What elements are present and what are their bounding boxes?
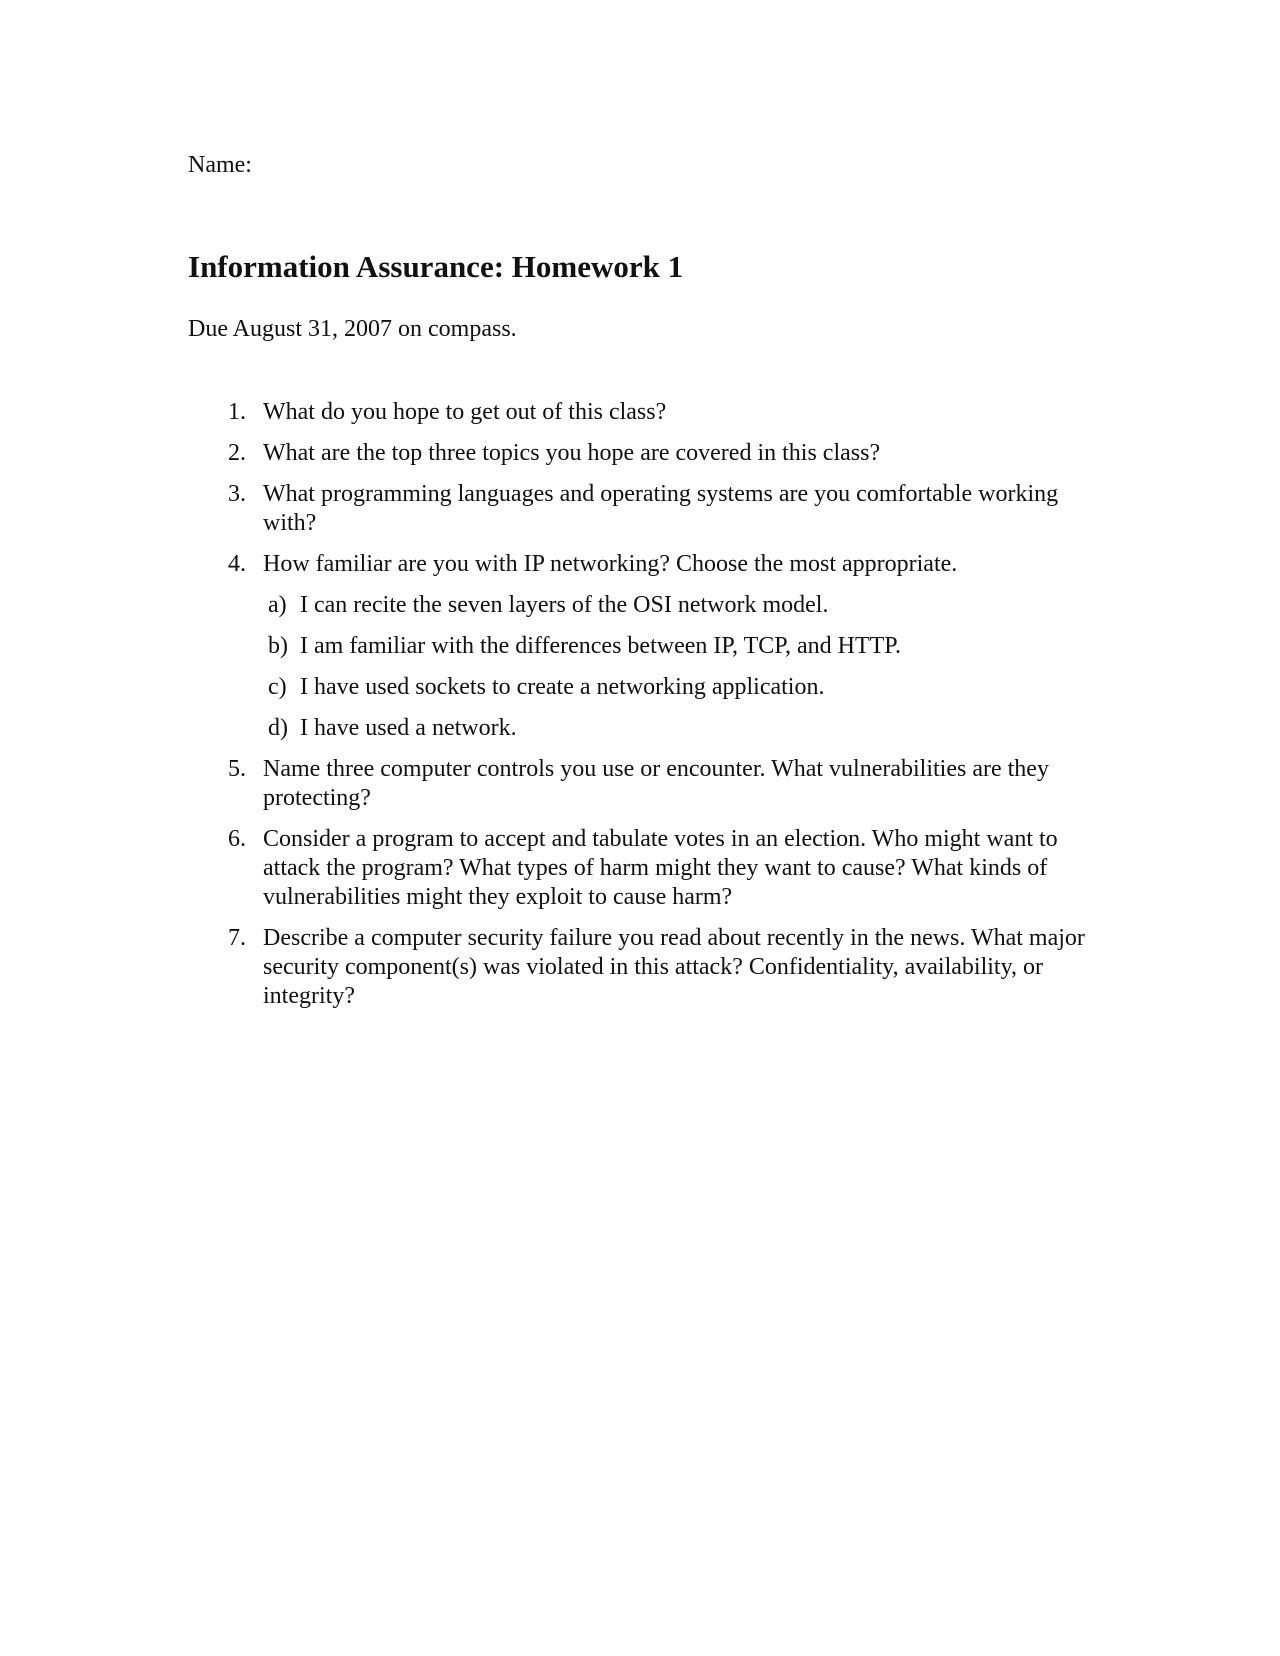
answer-option-a [263,591,1088,620]
option-letter: b) [268,633,288,659]
answer-option-b [263,632,1088,661]
question-3 [228,480,1088,538]
answer-options [263,591,1088,743]
question-number: 2. [228,440,246,466]
answer-option-c [263,673,1088,702]
question-text: What are the top three topics you hope are covered in this class? [263,440,881,466]
question-list [228,398,1088,1023]
option-text: I can recite the seven layers of the OSI network model. [300,592,829,618]
question-number: 3. [228,481,246,507]
question-4 [228,550,1088,743]
option-letter: d) [268,715,288,741]
option-text: I have used a network. [300,715,517,741]
question-7 [228,924,1088,1011]
question-text: Consider a program to accept and tabulate votes in an election. Who might want to attack the program? What types of harm might they want to cause? What kinds of vulnerabilities might they exploit to cause harm? [263,826,1058,910]
option-letter: a) [268,592,287,618]
question-1 [228,398,1088,427]
option-text: I am familiar with the differences between IP, TCP, and HTTP. [300,633,901,659]
question-number: 4. [228,551,246,577]
question-number: 1. [228,399,246,425]
document-title: Information Assurance: Homework 1 [188,249,684,284]
due-date-line: Due August 31, 2007 on compass. [188,316,517,342]
option-text: I have used sockets to create a networking application. [300,674,825,700]
question-number: 5. [228,756,246,782]
question-6 [228,825,1088,912]
question-number: 7. [228,925,246,951]
question-number: 6. [228,826,246,852]
question-text: How familiar are you with IP networking? Choose the most appropriate. [263,551,958,577]
question-5 [228,755,1088,813]
answer-option-d [263,714,1088,743]
question-text: Name three computer controls you use or encounter. What vulnerabilities are they protecting? [263,756,1049,811]
name-label: Name: [188,152,252,178]
option-letter: c) [268,674,287,700]
question-text: What programming languages and operating systems are you comfortable working with? [263,481,1059,536]
question-2 [228,439,1088,468]
question-text: What do you hope to get out of this class? [263,399,667,425]
question-text: Describe a computer security failure you read about recently in the news. What major security component(s) was violated in this attack? Confidentiality, availability, or integrity? [263,925,1085,1009]
